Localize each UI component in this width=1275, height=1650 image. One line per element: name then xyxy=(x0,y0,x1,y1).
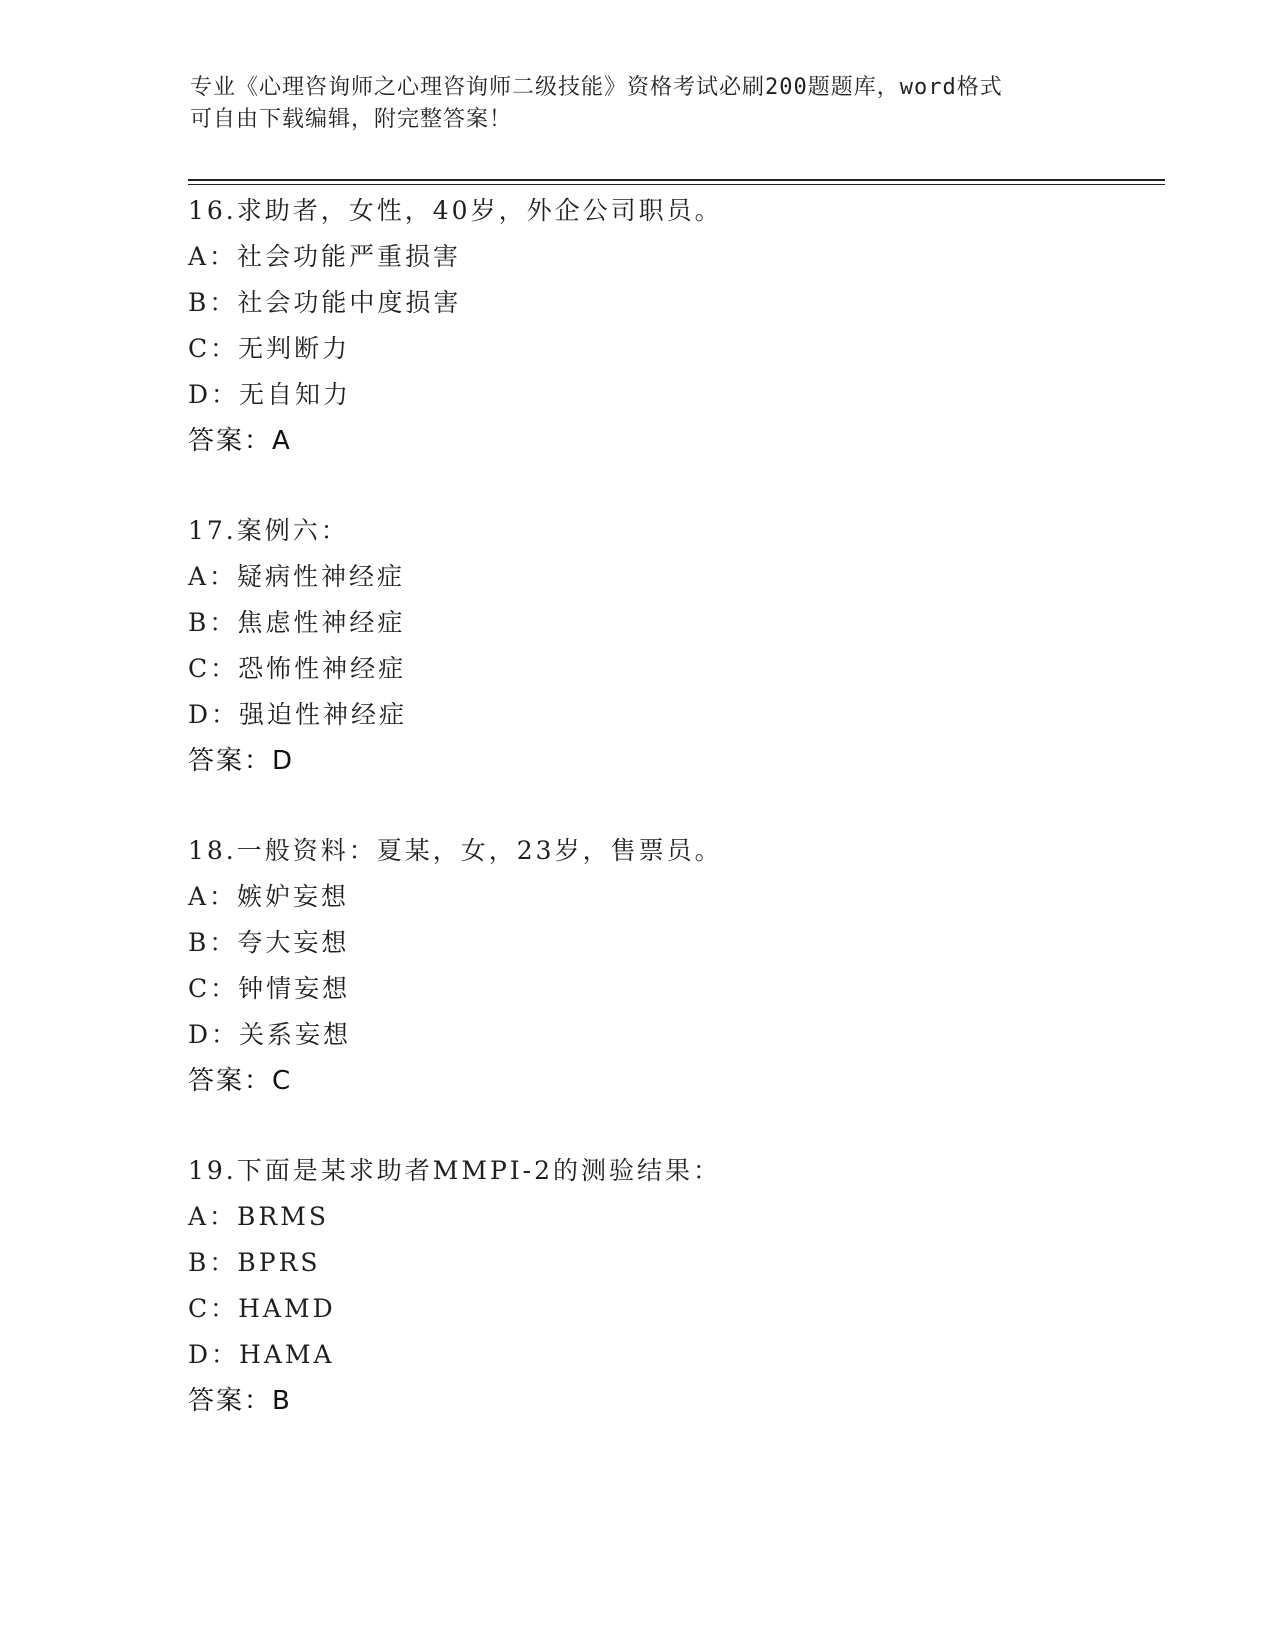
header-line-1: 专业《心理咨询师之心理咨询师二级技能》资格考试必刷200题题库，word格式 xyxy=(190,75,1003,100)
option-c: C：无判断力 xyxy=(188,334,351,363)
header-double-rule xyxy=(188,179,1165,185)
option-d: D：HAMA xyxy=(188,1340,335,1369)
option-a: A：疑病性神经症 xyxy=(188,562,406,591)
answer-label: 答案： xyxy=(188,426,273,456)
option-c: C：钟情妄想 xyxy=(188,974,351,1003)
option-a: A：嫉妒妄想 xyxy=(188,882,350,911)
question-19 xyxy=(188,1148,1148,1424)
option-c: C：HAMD xyxy=(188,1294,336,1323)
question-stem: 19.下面是某求助者MMPI-2的测验结果： xyxy=(188,1156,722,1185)
question-17 xyxy=(188,508,1148,784)
answer-line xyxy=(188,1058,1148,1104)
answer-label: 答案： xyxy=(188,1386,273,1416)
option-b: B：社会功能中度损害 xyxy=(188,288,462,317)
option-a: A：BRMS xyxy=(188,1202,329,1231)
question-list xyxy=(188,188,1148,1468)
header-line-2: 可自由下载编辑，附完整答案！ xyxy=(190,107,513,132)
question-18 xyxy=(188,828,1148,1104)
answer-value: A xyxy=(272,426,292,456)
answer-line xyxy=(188,418,1148,464)
option-b: B：焦虑性神经症 xyxy=(188,608,406,637)
answer-line xyxy=(188,1378,1148,1424)
question-stem: 17.案例六： xyxy=(188,516,349,545)
answer-label: 答案： xyxy=(188,746,273,776)
question-stem: 16.求助者，女性，40岁，外企公司职员。 xyxy=(188,196,723,225)
document-header xyxy=(190,72,1090,136)
question-16 xyxy=(188,188,1148,464)
answer-value: B xyxy=(272,1386,292,1416)
rule-line-bottom xyxy=(188,184,1165,186)
option-b: B：夸大妄想 xyxy=(188,928,350,957)
option-d: D：强迫性神经症 xyxy=(188,700,408,729)
option-b: B：BPRS xyxy=(188,1248,321,1277)
option-a: A：社会功能严重损害 xyxy=(188,242,462,271)
answer-value: D xyxy=(272,746,295,776)
rule-line-top xyxy=(188,179,1165,181)
answer-line xyxy=(188,738,1148,784)
answer-label: 答案： xyxy=(188,1066,273,1096)
option-c: C：恐怖性神经症 xyxy=(188,654,407,683)
option-d: D：关系妄想 xyxy=(188,1020,352,1049)
answer-value: C xyxy=(272,1066,293,1096)
question-stem: 18.一般资料：夏某，女，23岁，售票员。 xyxy=(188,836,723,865)
option-d: D：无自知力 xyxy=(188,380,352,409)
